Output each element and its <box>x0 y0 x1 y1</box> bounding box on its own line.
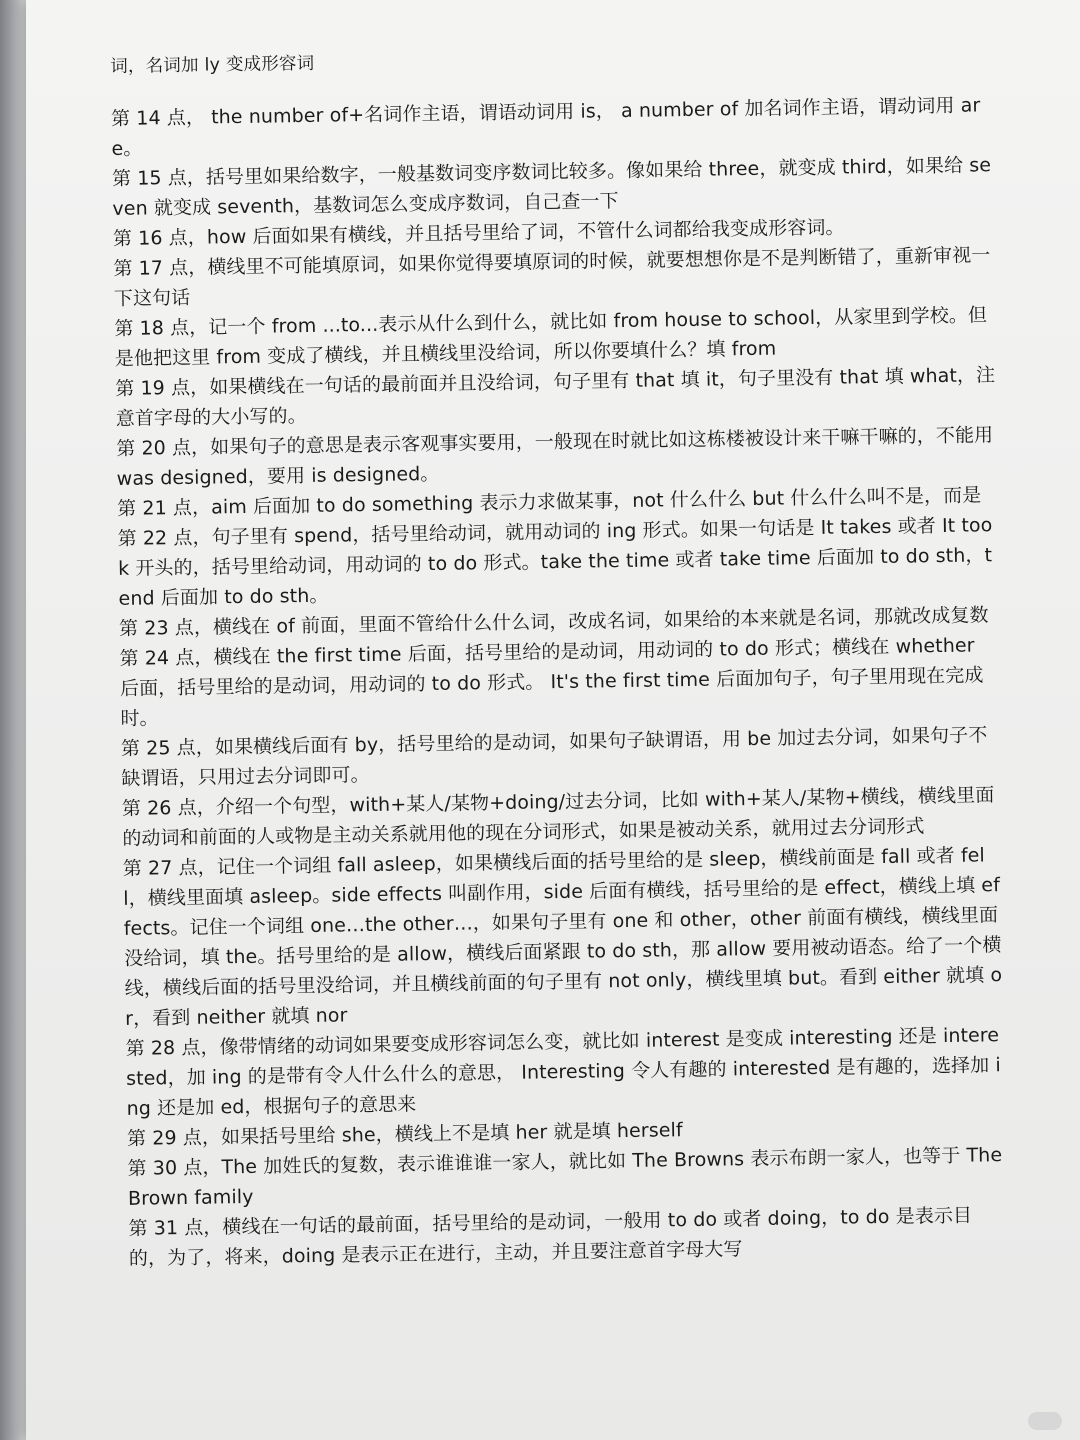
point-21: 第 21 点，aim 后面加 to do something 表示力求做某事，not 什么什么 but 什么什么叫不是，而是 <box>117 484 982 520</box>
point-15: 第 15 点，括号里如果给数字，一般基数词变序数词比较多。像如果给 three，就变成 third，如果给 seven 就变成 seventh，基数词怎么变成序数词，自己查一下 <box>111 154 992 220</box>
point-18: 第 18 点，记一个 from ...to...表示从什么到什么，就比如 from house to school，从家里到学校。但是他把这里 from 变成了横线，并且横线里没给词，所以你要填什么？填 from <box>114 304 988 370</box>
point-28: 第 28 点，像带情绪的动词如果要变成形容词怎么变，就比如 interest 是变成 interesting 还是 interested，加 ing 的是带有令人什么什么的意思， Interesting 令人有趣的 interested 是有趣的，选择加 ing 还是加 ed，根据句子的意思来 <box>125 1024 1001 1120</box>
point-31: 第 31 点，横线在一句话的最前面，括号里给的是动词，一般用 to do 或者 doing，to do 是表示目的，为了，将来，doing 是表示正在进行，主动，并且要注意首字母大写 <box>128 1204 973 1270</box>
point-29: 第 29 点，如果括号里给 she，横线上不是填 her 就是填 herself <box>126 1119 683 1150</box>
page-text <box>110 38 1009 1274</box>
point-24: 第 24 点，横线在 the first time 后面，括号里给的是动词，用动词的 to do 形式；横线在 whether 后面，括号里给的是动词，用动词的 to do 形式。 It's the first time 后面加句子，句子里用现在完成时。 <box>119 634 984 730</box>
point-16: 第 16 点，how 后面如果有横线，并且括号里给了词，不管什么词都给我变成形容词。 <box>112 216 845 250</box>
point-22: 第 22 点，句子里有 spend，括号里给动词，就用动词的 ing 形式。如果一句话是 It takes 或者 It took 开头的，括号里给动词，用动词的 to do 形式。take the time 或者 take time 后面加 to do sth，tend 后面加 to do sth。 <box>117 514 993 610</box>
point-23: 第 23 点，横线在 of 前面，里面不管给什么什么词，改成名词，如果给的本来就是名词，那就改成复数 <box>118 604 989 640</box>
watermark-logo <box>1028 1412 1062 1430</box>
point-17: 第 17 点，横线里不可能填原词，如果你觉得要填原词的时候，就要想想你是不是判断错了，重新审视一下这句话 <box>113 244 991 310</box>
point-27: 第 27 点，记住一个词组 fall asleep，如果横线后面的括号里给的是 sleep，横线前面是 fall 或者 fell，横线里面填 asleep。side effects 叫副作用，side 后面有横线，括号里给的是 effect，横线上填 effects。记住一个词组 one…the other…，如果句子里有 one 和 other，other 前面有横线，横线里面没给词，填 the。括号里给的是 allow，横线后面紧跟 to do sth，那 allow 要用被动语态。给了一个横线，横线后面的括号里没给词，并且横线前面的句子里有 not only，横线里填 but。看到 either 就填 or，看到 neither 就填 nor <box>122 844 1003 1030</box>
book-page <box>26 0 1080 1440</box>
top-line: 词，名词加 ly 变成形容词 <box>110 53 315 77</box>
point-19: 第 19 点，如果横线在一句话的最前面并且没给词，句子里有 that 填 it，句子里没有 that 填 what，注意首字母的大小写的。 <box>115 364 996 430</box>
point-14: 第 14 点， the number of+名词作主语，谓语动词用 is， a number of 加名词作主语，谓动词用 are。 <box>110 94 981 160</box>
point-20: 第 20 点，如果句子的意思是表示客观事实要用，一般现在时就比如这栋楼被设计来干嘛干嘛的，不能用 was designed，要用 is designed。 <box>116 424 994 490</box>
point-30: 第 30 点，The 加姓氏的复数，表示谁谁谁一家人，就比如 The Browns 表示布朗一家人，也等于 The Brown family <box>127 1144 1003 1210</box>
point-26: 第 26 点，介绍一个句型，with+某人/某物+doing/过去分词，比如 with+某人/某物+横线，横线里面的动词和前面的人或物是主动关系就用他的现在分词形式，如果是被动关系，就用过去分词形式 <box>121 784 995 850</box>
point-25: 第 25 点，如果横线后面有 by，括号里给的是动词，如果句子缺谓语，用 be 加过去分词，如果句子不缺谓语，只用过去分词即可。 <box>120 724 988 790</box>
